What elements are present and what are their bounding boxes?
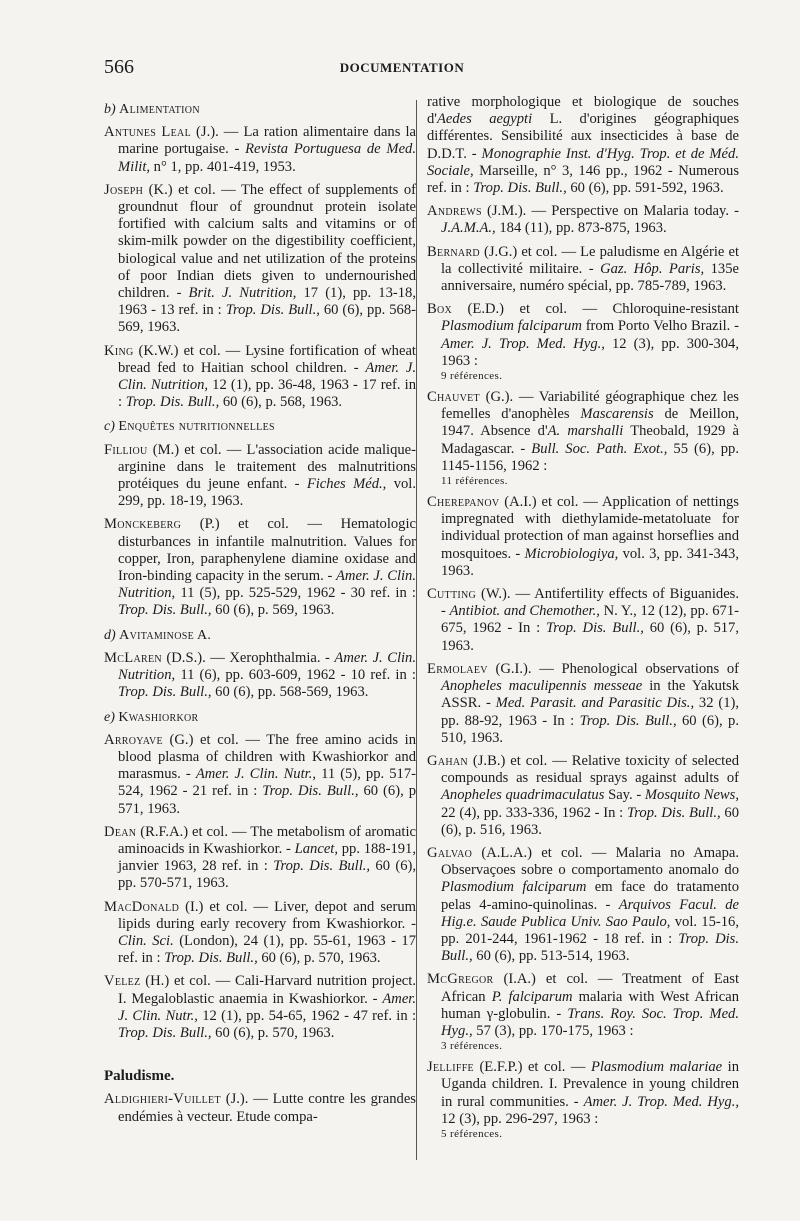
entry-text: n° 1, pp. 401-419, 1953. [150, 158, 296, 175]
entry-journal: Trop. Dis. Bull., [262, 783, 359, 800]
section-d-entries [104, 650, 416, 702]
entry-author: Filliou [104, 441, 148, 458]
entry-text: 60 (6), pp. 568-569, 1963. [118, 302, 416, 336]
entry-journal: Trop. Dis. Bull., [273, 858, 371, 875]
entry-note: 5 références. [441, 1127, 503, 1140]
entry-text: (E.F.P.) et col. — [473, 1059, 592, 1076]
entry-text: 60 (6), p. 517, 1963. [441, 620, 739, 654]
section-b-entries [104, 124, 416, 411]
entry-journal: Trop. Dis. Bull., [164, 950, 258, 967]
entry-text: (K.W.) et col. — Lysine fortification of wheat bread fed to Haitian school children. - [118, 342, 416, 376]
section-heading-paludisme: Paludisme. [104, 1068, 175, 1085]
entry-author: Galvao [427, 844, 473, 861]
entry-text: (G.I.). — Phenological observations of [487, 660, 739, 677]
bibliography-entry: Aldighieri-Vuillet (J.). — Lutte contre les grandes endémies à vecteur. Etude compa- [104, 1091, 416, 1125]
column-divider [416, 100, 417, 1160]
entry-journal: Trop. Dis. Bull., [579, 712, 677, 729]
entry-journal: Mosquito News, [644, 787, 739, 804]
section-c-entries [104, 442, 416, 620]
entry-text: (E.D.) et col. — Chloroquine-resistant [452, 301, 739, 318]
entry-text: (P.) et col. — Hematologic disturbances in infantile malnutrition. Values for copper, Iron, paraphenylene diamine oxidase and Iron-binding capacity in the serum. - [118, 516, 416, 585]
bibliography-entry [427, 203, 739, 237]
entry-author: Jelliffe [427, 1059, 474, 1076]
entry-text: Say. - [604, 787, 645, 804]
entry-text: (A.L.A.) et col. — Malaria no Amapa. Observaçoes sobre o comportamento anomalo do [441, 844, 739, 879]
entry-text: 55 (6), pp. 1145-1156, 1962 : [441, 440, 740, 474]
entry-text: 60 (6), p. 570, 1963. [211, 1024, 335, 1041]
entry-author: McGregor [427, 971, 494, 988]
entry-text: 60 (6), pp. 568-569, 1963. [211, 684, 369, 701]
bibliography-entry [104, 182, 416, 337]
entry-text: 12 (1), pp. 36-48, 1963 - 17 ref. in : [118, 377, 416, 411]
entry-journal: Brit. J. Nutrition, [188, 285, 297, 302]
right-column [427, 94, 739, 1147]
entry-text: vol. 15-16, pp. 201-244, 1961-1962 - 18 ref. in : [441, 913, 740, 947]
bibliography-entry [104, 124, 416, 176]
entry-author: Box [427, 301, 453, 318]
bibliography-entry [104, 650, 416, 702]
entry-author: Antunes Leal [104, 124, 191, 141]
entry-author: Bernard [427, 243, 480, 260]
entry-text: (A.I.) et col. — Application of nettings impregnated with diethylamide-metatoluate for individual protection of man against horseflies and mosquitoes. - [441, 494, 739, 562]
continued-entry: rative morphologique et biologique de souches d'Aedes aegypti L. d'origines géographiques différentes. Sensibilité aux insecticides à base de D.D.T. - Monographie Inst. d'Hyg. Trop. et de Méd. Sociale, Marseille, n° 3, 146 pp., 1962 - Numerous ref. in : Trop. Dis. Bull., 60 (6), pp. 591-592, 1963. [427, 94, 739, 197]
bibliography-entry [104, 516, 416, 619]
entry-text: (J.). — La ration alimentaire dans la marine portugaise. - [118, 124, 416, 158]
bibliography-entry [427, 586, 739, 655]
entry-text: 60 (6), p 571, 1963. [118, 783, 416, 817]
entry-text: in the Yakutsk ASSR. - [441, 678, 739, 712]
entry-journal: Trop. Dis. Bull., [626, 804, 721, 821]
entry-author: MacDonald [104, 898, 180, 915]
bibliography-entry [427, 1059, 739, 1141]
entry-journal: Clin. Sci. [118, 932, 174, 949]
entry-text: (J.B.) et col. — Relative toxicity of selected compounds as residual sprays against adults of [441, 752, 739, 787]
entry-text: (W.). — Antifertility effects of Biguanides. - [441, 586, 739, 620]
entry-text: 60 (6), p. 510, 1963. [441, 712, 740, 746]
entry-text: Theobald, 1929 à Madagascar. - [441, 423, 739, 457]
entry-author: Monckeberg [104, 516, 182, 533]
entry-text: 60 (6), pp. 513-514, 1963. [472, 948, 630, 965]
entry-journal: Med. Parasit. and Parasitic Dis., [495, 695, 695, 712]
entry-text: 12 (3), pp. 300-304, 1963 : [441, 335, 739, 369]
entry-journal: Arquivos Facul. de Hig.e. Saude Publica Univ. Sao Paulo, [441, 896, 739, 930]
entry-text: vol. 299, pp. 18-19, 1963. [118, 476, 416, 510]
entry-journal: A. marshalli [547, 423, 624, 440]
entry-note: 9 références. [441, 370, 503, 383]
entry-text: N. Y., 12 (12), pp. 671-675, 1962 - In : [441, 603, 739, 637]
bibliography-entry [427, 753, 739, 839]
entry-journal: Anopheles maculipennis messeae [441, 678, 643, 695]
bibliography-entry [427, 301, 739, 383]
entry-journal: Gaz. Hôp. Paris, [600, 260, 705, 277]
bibliography-entry [427, 244, 739, 296]
entry-journal: Lancet, [294, 840, 338, 857]
entry-text: em face do tratamento pelas 4-amino-quinolinas. - [441, 879, 739, 913]
entry-text: 32 (1), pp. 88-92, 1963 - In : [441, 695, 740, 729]
entry-text: 60 (6), p. 569, 1963. [211, 602, 335, 619]
entry-text: in Uganda children. I. Prevalence in young children in rural communities. - [441, 1059, 740, 1110]
section-e-entries [104, 732, 416, 1042]
bibliography-entry [427, 494, 739, 580]
entry-author: Cutting [427, 586, 477, 603]
entry-text: (I.) et col. — Liver, depot and serum lipids during early recovery from Kwashiorkor. - [118, 898, 416, 932]
entry-journal: Plasmodium falciparum [441, 879, 587, 896]
entry-journal: Trop. Dis. Bull., [118, 1024, 212, 1041]
entry-text: 135e anniversaire, numéro spécial, pp. 785-789, 1963. [441, 260, 739, 295]
bibliography-entry [104, 343, 416, 412]
entry-text: (J.G.) et col. — Le paludisme en Algérie et la collectivité militaire. - [441, 243, 739, 277]
entry-journal: Trop. Dis. Bull., [125, 394, 220, 411]
entry-text: (I.A.) et col. — Treatment of East African [441, 971, 739, 1005]
bibliography-entry [104, 732, 416, 818]
entry-journal: Amer. J. Clin. Nutrition, [118, 568, 416, 602]
entry-journal: Amer. J. Clin. Nutrition, [118, 649, 417, 684]
entry-author: Aldighieri-Vuillet [104, 1091, 221, 1108]
bibliography-entry [427, 845, 739, 965]
entry-note: 11 références. [441, 475, 508, 488]
entry-author: King [104, 342, 134, 359]
entry-text: 11 (5), pp. 525-529, 1962 - 30 ref. in : [175, 585, 416, 602]
entry-text: (H.) et col. — Cali-Harvard nutrition project. I. Megaloblastic anaemia in Kwashiorkor. - [118, 973, 416, 1007]
entry-journal: Amer. J. Clin. Nutr., [195, 766, 317, 783]
entry-journal: Trop. Dis. Bull., [118, 684, 212, 701]
entry-text: (D.S.). — Xerophthalmia. - [161, 649, 335, 666]
entry-journal: Mascarensis [580, 406, 654, 423]
entry-text: de Meillon, 1947. Absence d' [441, 406, 739, 440]
entry-text: from Porto Velho Brazil. - [581, 318, 739, 335]
entry-author: Velez [104, 973, 141, 990]
entry-journal: Amer. J. Clin. Nutr., [118, 990, 416, 1024]
entry-text: 57 (3), pp. 170-175, 1963 : [472, 1022, 634, 1039]
entry-journal: Amer. J. Clin. Nutrition, [118, 359, 416, 394]
entry-journal: Plasmodium falciparum [441, 318, 582, 335]
entry-journal: Amer. J. Trop. Med. Hyg., [441, 335, 605, 352]
entry-text: 60 (6), pp. 570-571, 1963. [118, 858, 416, 892]
entry-journal: Trans. Roy. Soc. Trop. Med. Hyg., [441, 1005, 739, 1039]
bibliography-entry [427, 389, 739, 488]
entry-author: Chauvet [427, 389, 480, 406]
bibliography-entry [104, 899, 416, 968]
entry-journal: Microbiologiya, [524, 545, 619, 562]
bibliography-entry [104, 824, 416, 893]
entry-author: Gahan [427, 752, 468, 769]
entry-author: McLaren [104, 649, 162, 666]
entry-text: (G.). — Variabilité géographique chez les femelles d'anophèles [441, 389, 739, 423]
section-heading-c: c) Enquêtes nutritionnelles [104, 419, 275, 435]
entry-journal: Bull. Soc. Path. Exot., [531, 440, 668, 457]
entry-text: 22 (4), pp. 333-336, 1962 - In : [441, 804, 627, 821]
entry-text: (K.) et col. — The effect of supplements of groundnut flour of groundnut protein isolate fortified with calcium salts and vitamins or of skim-milk powder on the digestibility coefficient, biological value and net utilization of the proteins of poor Indian diets given to undernourished children. - [118, 181, 416, 302]
entry-journal: Amer. J. Trop. Med. Hyg., [583, 1093, 739, 1110]
entry-text: 60 (6), p. 516, 1963. [441, 804, 739, 838]
entry-text: (J.M.). — Perspective on Malaria today. - [481, 203, 739, 220]
left-column [104, 94, 416, 1132]
entry-journal: Anopheles quadrimaculatus [441, 787, 605, 804]
entry-text: (M.) et col. — L'association acide malique-arginine dans le traitement des malnutritions protéiques du jeune enfant. - [118, 441, 416, 493]
entry-text: 60 (6), p. 568, 1963. [219, 394, 343, 411]
entry-journal: J.A.M.A., [441, 220, 496, 237]
entry-text: (G.) et col. — The free amino acids in blood plasma of children with Kwashiorkor and marasmus. - [118, 731, 416, 783]
entry-journal: Trop. Dis. Bull., [546, 620, 644, 637]
bibliography-entry [104, 442, 416, 511]
entry-journal: Trop. Dis. Bull., [118, 602, 212, 619]
entry-text: 11 (5), pp. 517-524, 1962 - 21 ref. in : [118, 766, 416, 800]
entry-journal: Trop. Dis. Bull., [441, 930, 739, 965]
entry-text: (R.F.A.) et col. — The metabolism of aromatic aminoacids in Kwashiorkor. - [118, 823, 416, 857]
entry-text: malaria with West African human γ-globulin. - [441, 988, 739, 1022]
entry-author: Ermolaev [427, 660, 488, 677]
entry-author: Cherepanov [427, 494, 500, 511]
entry-journal: Revista Portuguesa de Med. Milit, [118, 141, 416, 175]
entry-text: (London), 24 (1), pp. 55-61, 1963 - 17 ref. in : [118, 932, 416, 967]
entry-author: Dean [104, 823, 137, 840]
section-heading-b: b) Alimentation [104, 102, 200, 117]
entry-text: 12 (3), pp. 296-297, 1963 : [441, 1110, 599, 1127]
entry-journal: Plasmodium malariae [591, 1059, 723, 1076]
entry-journal: Trop. Dis. Bull., [225, 302, 320, 319]
entry-journal: Fiches Méd., [306, 476, 387, 493]
entry-text: 12 (1), pp. 54-65, 1962 - 47 ref. in : [197, 1007, 416, 1024]
entry-text: vol. 3, pp. 341-343, 1963. [441, 545, 739, 579]
entry-text: pp. 188-191, janvier 1963, 28 ref. in : [118, 840, 416, 875]
running-title: DOCUMENTATION [339, 60, 465, 75]
entry-author: Arroyave [104, 731, 163, 748]
bibliography-entry [427, 661, 739, 747]
section-heading-d: d) Avitaminose A. [104, 627, 212, 643]
entry-journal: P. falciparum [491, 988, 573, 1005]
entry-text: 17 (1), pp. 13-18, 1963 - 13 ref. in : [118, 285, 416, 319]
entry-author: Andrews [427, 203, 482, 220]
entry-text: 11 (6), pp. 603-609, 1962 - 10 ref. in : [175, 667, 416, 684]
right-entries [427, 203, 739, 1141]
section-heading-e: e) Kwashiorkor [104, 709, 199, 725]
page-number: 566 [104, 56, 134, 78]
entry-text: 184 (11), pp. 873-875, 1963. [495, 220, 667, 237]
bibliography-entry [104, 973, 416, 1042]
entry-author: Joseph [104, 181, 144, 198]
page-header [104, 56, 700, 80]
bibliography-entry [427, 971, 739, 1053]
entry-journal: Antibiot. and Chemother., [449, 603, 600, 620]
entry-text: 60 (6), p. 570, 1963. [257, 950, 381, 967]
entry-note: 3 références. [441, 1040, 503, 1053]
